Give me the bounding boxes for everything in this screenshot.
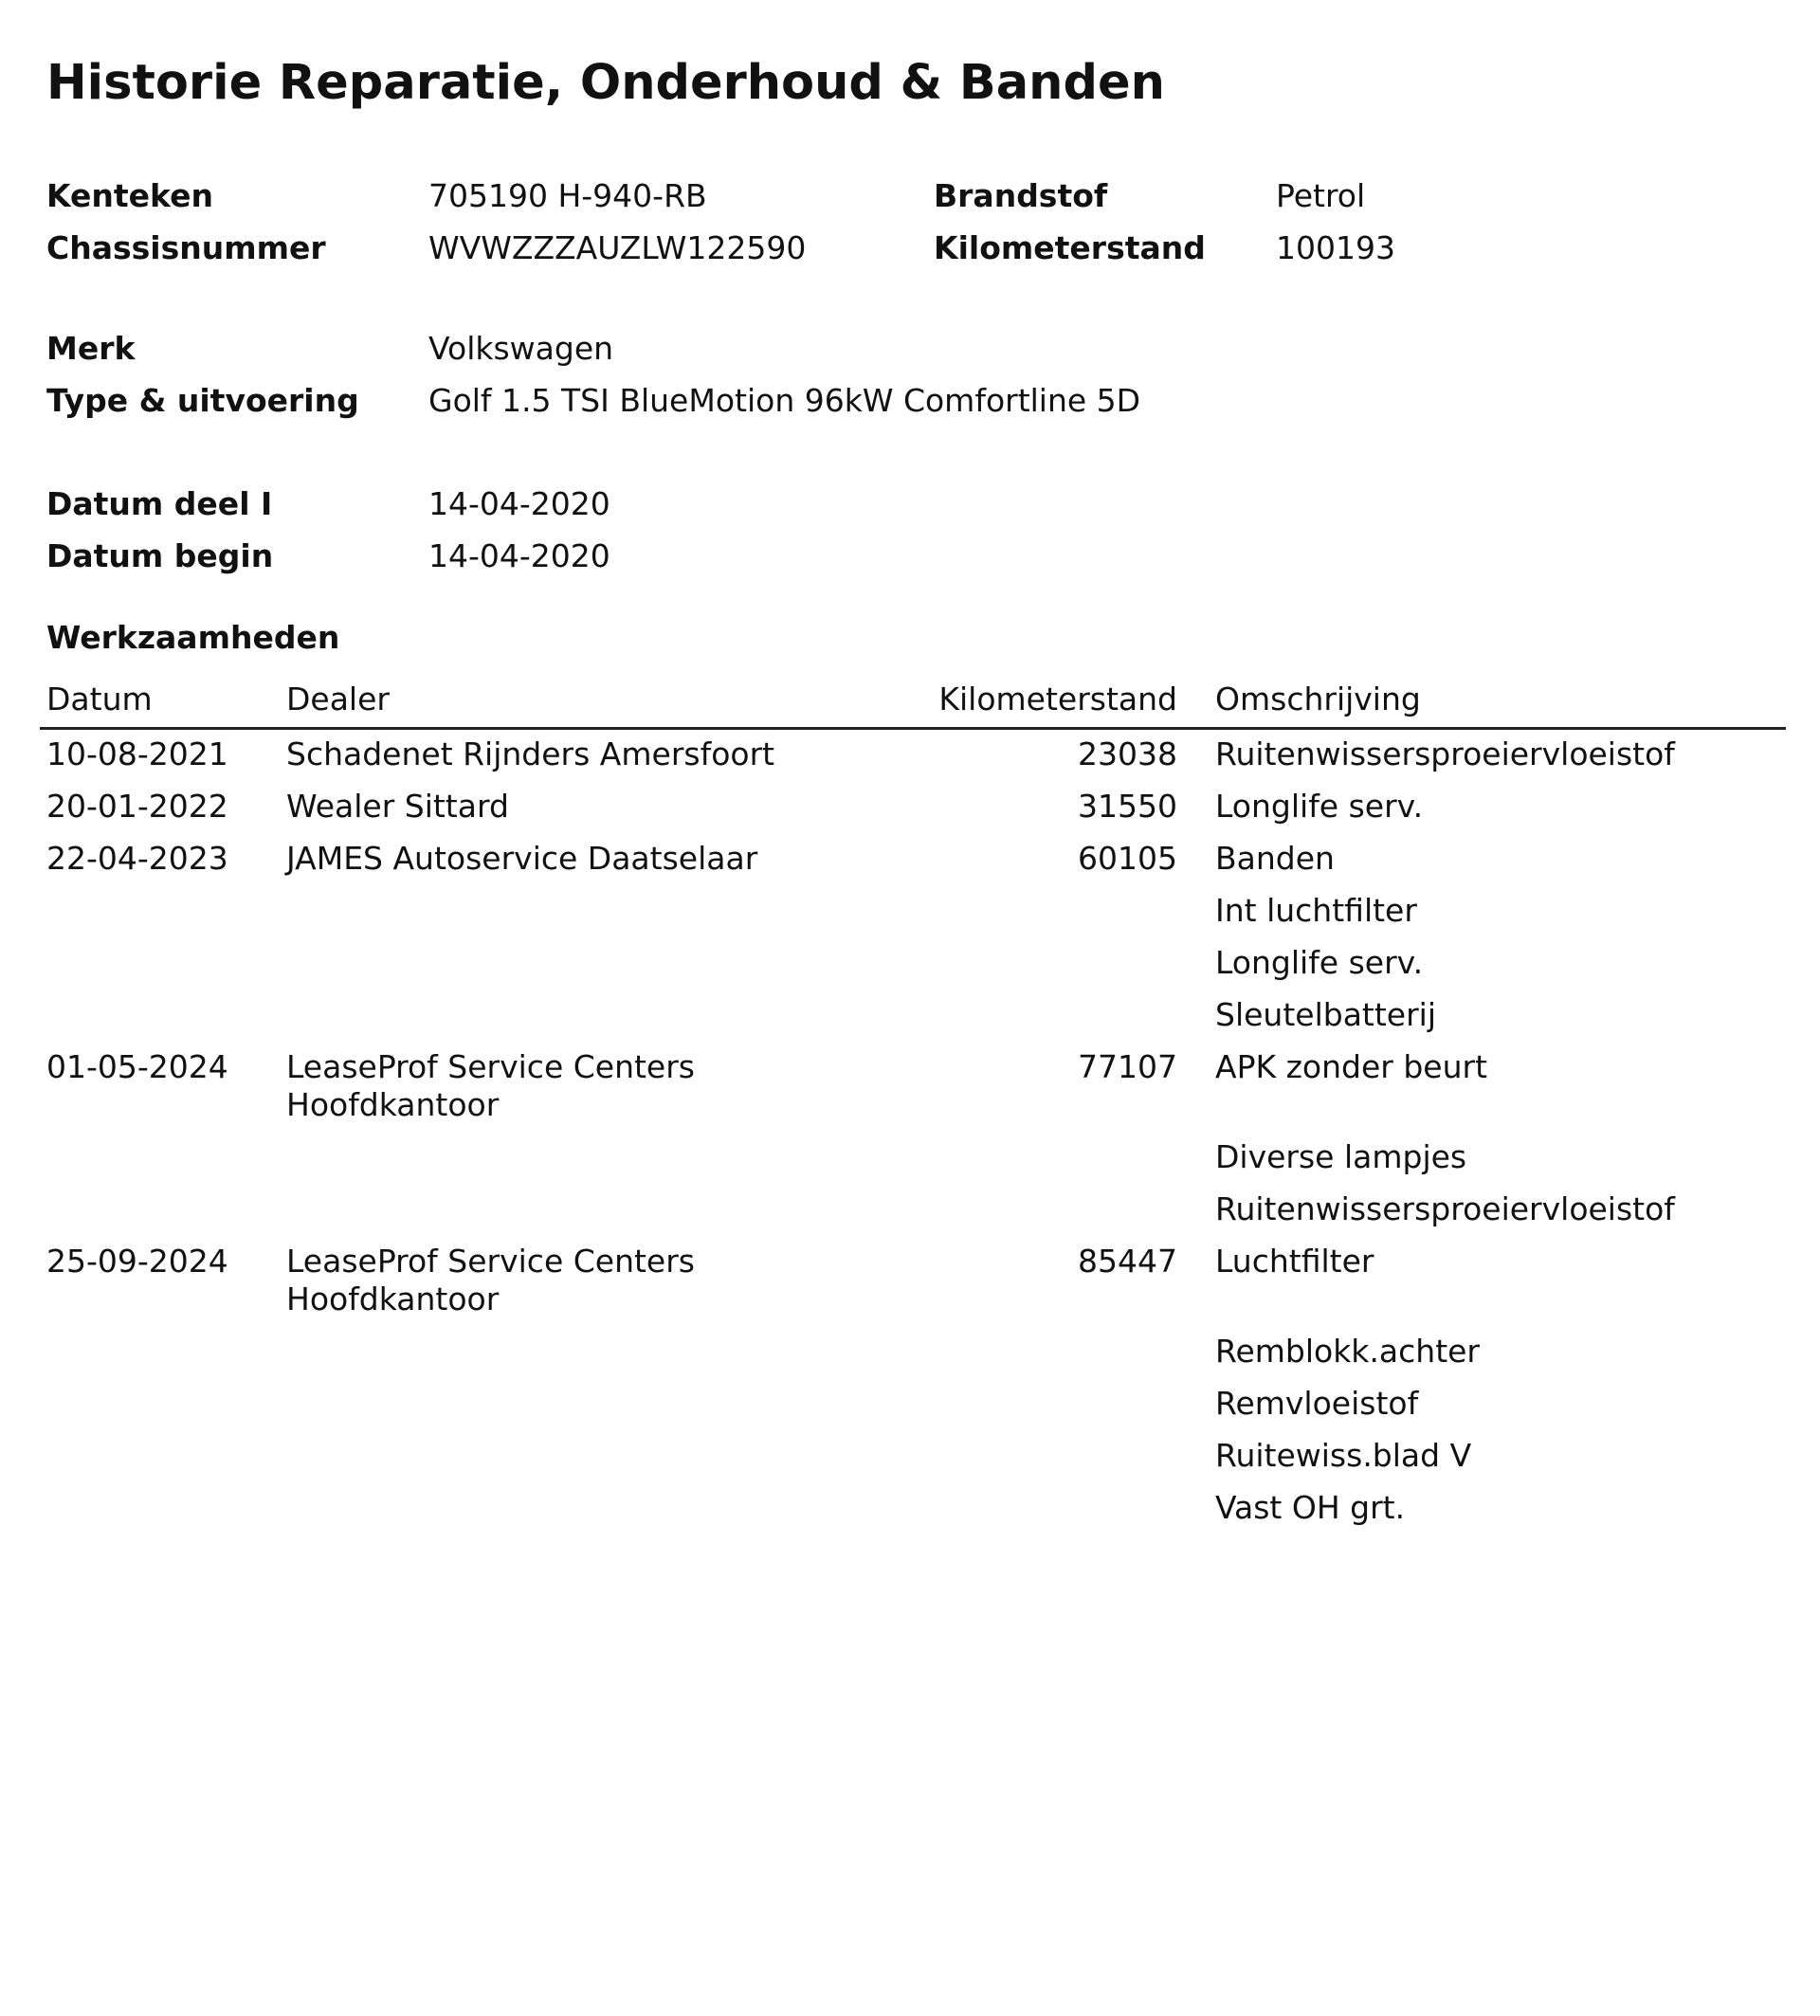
row-dealer-line: JAMES Autoservice Daatselaar <box>286 840 758 877</box>
row-dealer-line: Wealer Sittard <box>286 788 509 825</box>
merk-value: Volkswagen <box>428 330 614 367</box>
row-km: 77107 <box>1078 1048 1177 1085</box>
row-dealer-line: Hoofdkantoor <box>286 1280 500 1317</box>
row-date: 20-01-2022 <box>46 788 228 825</box>
row-km: 31550 <box>1078 788 1177 825</box>
description-item: Vast OH grt. <box>1215 1489 1406 1526</box>
kilometerstand-label: Kilometerstand <box>934 229 1206 266</box>
header-omschrijving: Omschrijving <box>1215 681 1421 717</box>
description-item: Ruitewiss.blad V <box>1215 1437 1472 1474</box>
merk-label: Merk <box>46 330 136 367</box>
description-item: APK zonder beurt <box>1215 1048 1488 1085</box>
row-date: 01-05-2024 <box>46 1048 228 1085</box>
header-dealer: Dealer <box>286 681 390 717</box>
datum-deel-value: 14-04-2020 <box>428 485 610 522</box>
datum-deel-label: Datum deel I <box>46 485 273 522</box>
row-dealer-line: Hoofdkantoor <box>286 1086 500 1123</box>
kilometerstand-value: 100193 <box>1276 229 1395 266</box>
datum-begin-label: Datum begin <box>46 537 274 574</box>
werkzaamheden-title: Werkzaamheden <box>46 619 340 656</box>
row-date: 10-08-2021 <box>46 736 228 772</box>
row-date: 25-09-2024 <box>46 1243 228 1280</box>
brandstof-label: Brandstof <box>934 177 1108 214</box>
description-item: Banden <box>1215 840 1335 877</box>
table-header <box>40 681 1786 730</box>
row-km: 23038 <box>1078 736 1177 772</box>
header-datum: Datum <box>46 681 153 717</box>
row-km: 60105 <box>1078 840 1177 877</box>
description-item: Diverse lampjes <box>1215 1138 1467 1175</box>
row-km: 85447 <box>1078 1243 1177 1280</box>
datum-begin-value: 14-04-2020 <box>428 537 610 574</box>
brandstof-value: Petrol <box>1276 177 1366 214</box>
description-item: Longlife serv. <box>1215 944 1424 981</box>
description-item: Luchtfilter <box>1215 1243 1374 1280</box>
kenteken-label: Kenteken <box>46 177 213 214</box>
type-value: Golf 1.5 TSI BlueMotion 96kW Comfortline 5D <box>428 382 1141 419</box>
row-date: 22-04-2023 <box>46 840 228 877</box>
row-dealer-line: LeaseProf Service Centers <box>286 1048 695 1085</box>
werkzaamheden-table <box>40 681 1786 1526</box>
description-item: Remvloeistof <box>1215 1385 1419 1422</box>
row-dealer-line: Schadenet Rijnders Amersfoort <box>286 736 775 772</box>
description-item: Sleutelbatterij <box>1215 996 1436 1033</box>
row-dealer-line: LeaseProf Service Centers <box>286 1243 695 1280</box>
header-kilometerstand: Kilometerstand <box>938 681 1177 717</box>
type-label: Type & uitvoering <box>46 382 359 419</box>
description-item: Ruitenwissersproeiervloeistof <box>1215 736 1675 772</box>
description-item: Longlife serv. <box>1215 788 1424 825</box>
description-item: Remblokk.achter <box>1215 1333 1481 1370</box>
kenteken-value: 705190 H-940-RB <box>428 177 707 214</box>
page-title: Historie Reparatie, Onderhoud & Banden <box>46 55 1165 111</box>
chassis-label: Chassisnummer <box>46 229 326 266</box>
description-item: Ruitenwissersproeiervloeistof <box>1215 1190 1675 1227</box>
description-item: Int luchtfilter <box>1215 892 1417 929</box>
chassis-value: WVWZZZAUZLW122590 <box>428 229 807 266</box>
